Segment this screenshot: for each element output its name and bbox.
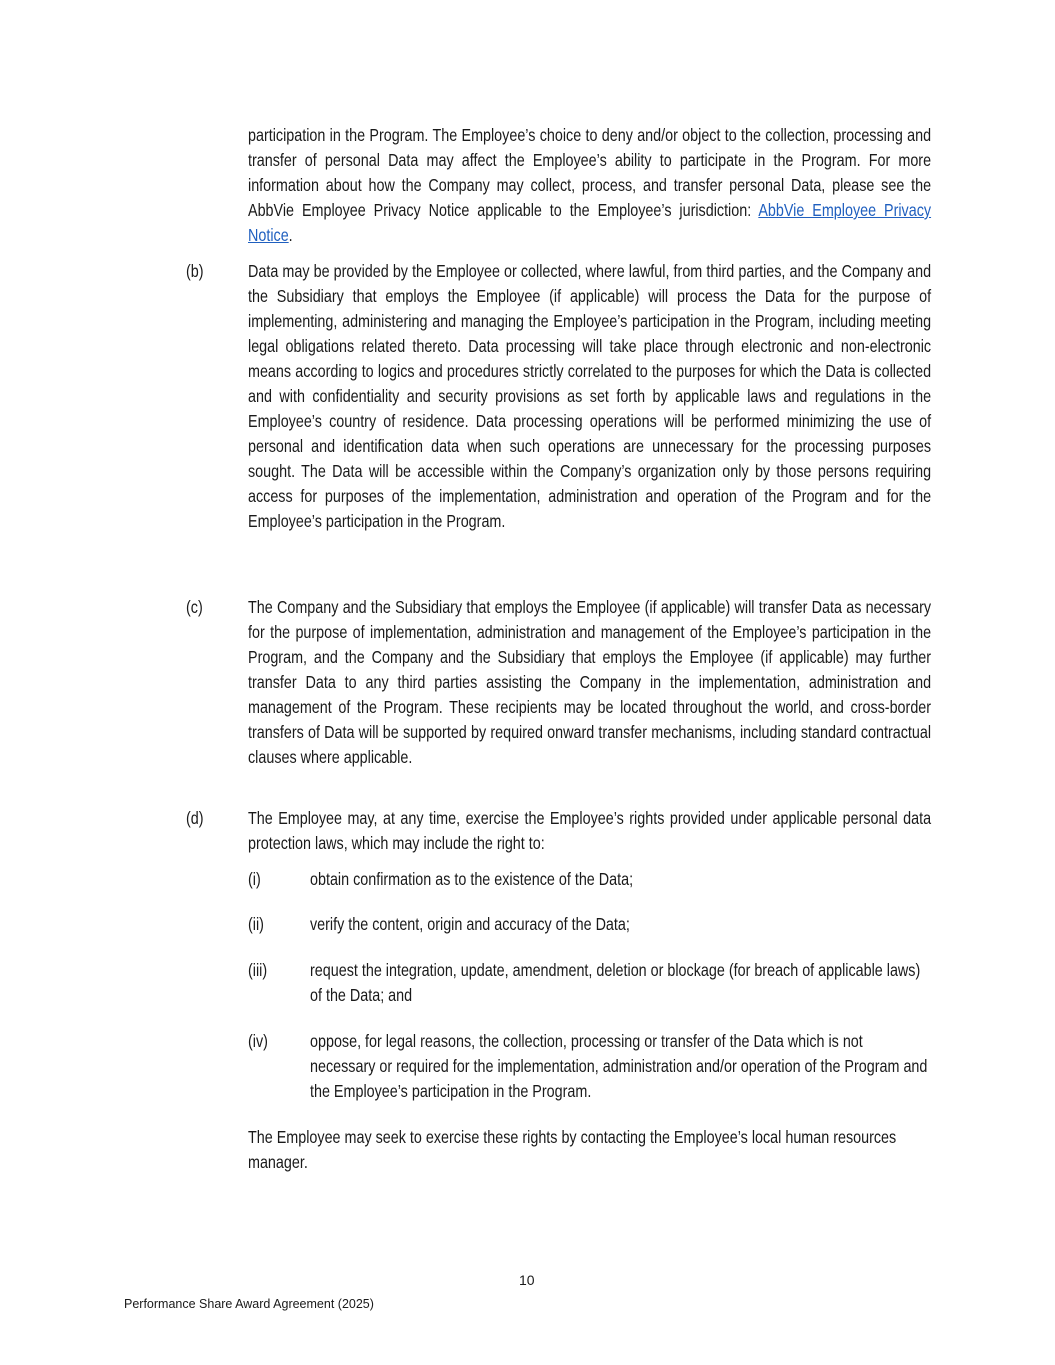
paragraph-d: The Employee may, at any time, exercise the Employee’s rights provided under applicable personal data protection laws, which may include the right to: xyxy=(248,808,932,853)
right-ii: verify the content, origin and accuracy of the Data; xyxy=(310,914,630,934)
closing-paragraph: The Employee may seek to exercise these rights by contacting the Employee’s local human resources manager. xyxy=(248,1127,897,1172)
label-c: (c) xyxy=(186,597,203,617)
paragraph-a xyxy=(248,123,931,248)
right-iv: oppose, for legal reasons, the collection, processing or transfer of the Data which is not necessary or required for the implementation, administration and/or operation of the Program and the Employee’s participation in the Program. xyxy=(310,1031,928,1101)
label-d: (d) xyxy=(186,808,204,828)
label-iv: (iv) xyxy=(248,1031,268,1051)
paragraph-text: participation in the Program. The Employee’s choice to deny and/or object to the collection, processing and transfer of personal Data may affect the Employee’s ability to participate in the Program. For more information about how the Company may collect, process, and transfer personal Data, please see the AbbVie Employee Privacy Notice applicable to the Employee’s jurisdiction: xyxy=(248,125,932,220)
paragraph-c: The Company and the Subsidiary that employs the Employee (if applicable) will transfer Data as necessary for the purpose of implementation, administration and management of the Employee’s participation in the Program, and the Company and the Subsidiary that employs the Employee (if applicable) may further transfer Data to any third parties assisting the Company in the implementation, administration and management of the Program. These recipients may be located throughout the world, and cross-border transfers of Data will be supported by required onward transfer mechanisms, including standard contractual clauses where applicable. xyxy=(248,597,932,767)
label-iii: (iii) xyxy=(248,960,268,980)
label-i: (i) xyxy=(248,869,261,889)
paragraph-b: Data may be provided by the Employee or collected, where lawful, from third parties, and the Company and the Subsidiary that employs the Employee (if applicable) will process the Data for the purpose of implementing, administering and managing the Employee’s participation in the Program, including meeting legal obligations related thereto. Data processing will take place through electronic and non-electronic means according to logics and procedures strictly correlated to the purposes for which the Data is collected and with confidentiality and security provisions as set forth by applicable laws and regulations in the Employee’s country of residence. Data processing operations will be performed minimizing the use of personal and identification data when such operations are unnecessary for the processing purposes sought. The Data will be accessible within the Company’s organization only by those persons requiring access for purposes of the implementation, administration and operation of the Program and for the Employee’s participation in the Program. xyxy=(248,261,932,531)
page-number: 10 xyxy=(519,1272,535,1288)
period: . xyxy=(288,225,293,245)
privacy-notice-link[interactable]: AbbVie Employee Privacy Notice xyxy=(248,200,932,245)
right-i: obtain confirmation as to the existence of the Data; xyxy=(310,869,634,889)
right-iii: request the integration, update, amendment, deletion or blockage (for breach of applicable laws) of the Data; and xyxy=(310,960,921,1005)
footer-title: Performance Share Award Agreement (2025) xyxy=(124,1297,374,1311)
label-b: (b) xyxy=(186,261,204,281)
label-ii: (ii) xyxy=(248,914,264,934)
